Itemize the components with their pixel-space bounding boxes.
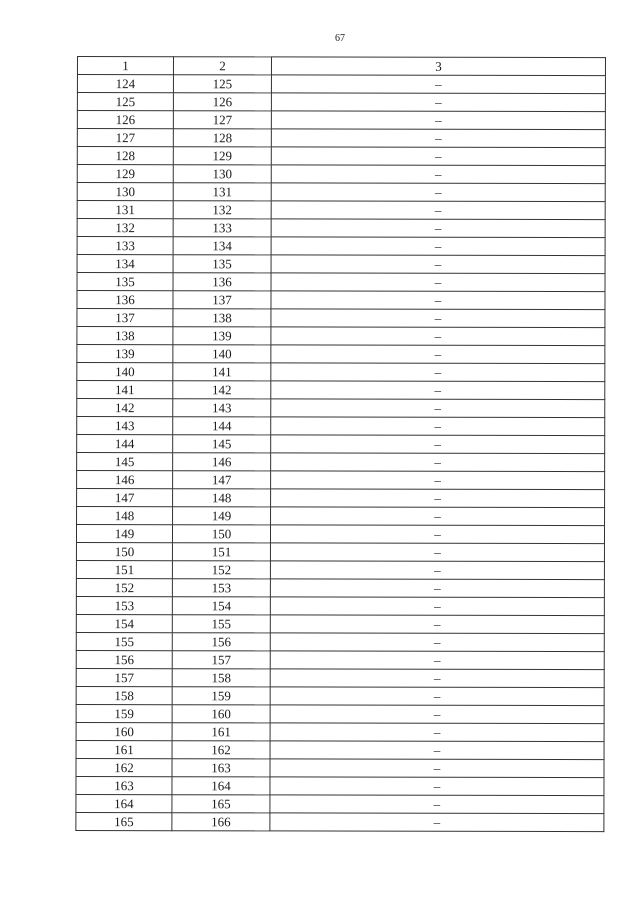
table-cell-col-3: –: [270, 741, 604, 760]
table-cell-col-1: 127: [77, 129, 173, 147]
table-cell-col-1: 134: [77, 255, 173, 273]
table-cell-col-1: 147: [77, 489, 173, 507]
table-cell-col-1: 130: [77, 183, 173, 201]
table-cell-col-1: 143: [77, 417, 173, 435]
table-row: [76, 525, 604, 544]
table-cell-col-2: 139: [173, 327, 271, 345]
table-cell-col-3: –: [271, 111, 605, 130]
table-header-row: [77, 57, 605, 76]
table-cell-col-3: –: [270, 705, 604, 724]
table-cell-col-2: 145: [173, 435, 271, 453]
table-cell-col-1: 138: [77, 327, 173, 345]
table-cell-col-3: –: [270, 633, 604, 652]
table-cell-col-1: 128: [77, 147, 173, 165]
table-body: [76, 75, 606, 832]
table-cell-col-3: –: [271, 201, 605, 220]
table-cell-col-3: –: [271, 291, 605, 310]
table-cell-col-3: –: [271, 273, 605, 292]
table-cell-col-2: 155: [172, 615, 270, 633]
page-number: 67: [335, 33, 345, 44]
table-cell-col-3: –: [271, 417, 605, 436]
table-cell-col-3: –: [271, 219, 605, 238]
table-row: [77, 453, 605, 472]
table-cell-col-2: 163: [172, 759, 270, 777]
table-cell-col-1: 145: [77, 453, 173, 471]
table-cell-col-3: –: [271, 165, 605, 184]
table-cell-col-1: 154: [76, 614, 172, 632]
table-row: [77, 309, 605, 328]
table-cell-col-2: 138: [173, 309, 271, 327]
table-cell-col-1: 159: [76, 704, 172, 722]
table-cell-col-2: 125: [173, 75, 271, 93]
table-cell-col-3: –: [271, 93, 605, 112]
table-row: [76, 543, 604, 562]
table-cell-col-3: –: [270, 759, 604, 778]
table-cell-col-1: 132: [77, 219, 173, 237]
table-cell-col-2: 132: [173, 201, 271, 219]
table-cell-col-2: 151: [172, 543, 270, 561]
table-cell-col-2: 148: [173, 489, 271, 507]
table-cell-col-2: 165: [172, 795, 270, 813]
table-cell-col-3: –: [270, 543, 604, 562]
table-cell-col-3: –: [270, 813, 604, 832]
table-cell-col-2: 146: [173, 453, 271, 471]
table-cell-col-3: –: [270, 651, 604, 670]
table-cell-col-2: 166: [172, 813, 270, 831]
table-cell-col-1: 126: [77, 111, 173, 129]
table-cell-col-1: 129: [77, 165, 173, 183]
table-cell-col-1: 156: [76, 650, 172, 668]
table-row: [76, 668, 604, 687]
table-cell-col-2: 160: [172, 705, 270, 723]
table-cell-col-2: 154: [172, 597, 270, 615]
table-cell-col-3: –: [270, 615, 604, 634]
table-cell-col-1: 163: [76, 776, 172, 794]
table-row: [77, 75, 605, 94]
table-container: [75, 56, 606, 832]
table-cell-col-1: 136: [77, 291, 173, 309]
table-cell-col-2: 136: [173, 273, 271, 291]
table-row: [76, 794, 604, 813]
table-cell-col-2: 162: [172, 741, 270, 759]
table-cell-col-2: 161: [172, 723, 270, 741]
table-cell-col-2: 147: [173, 471, 271, 489]
table-row: [76, 596, 604, 615]
table-cell-col-2: 135: [173, 255, 271, 273]
table-cell-col-2: 143: [173, 399, 271, 417]
table-cell-col-3: –: [270, 669, 604, 688]
table-row: [77, 147, 605, 166]
table-cell-col-3: –: [271, 237, 605, 256]
table-row: [76, 758, 604, 777]
table-cell-col-2: 126: [173, 93, 271, 111]
table-cell-col-1: 164: [76, 794, 172, 812]
table-cell-col-1: 135: [77, 273, 173, 291]
table-row: [76, 812, 604, 831]
table-cell-col-3: –: [270, 525, 604, 544]
table-cell-col-1: 162: [76, 758, 172, 776]
column-header-1: 1: [77, 57, 173, 75]
table-cell-col-1: 124: [77, 75, 173, 93]
table-cell-col-3: –: [270, 597, 604, 616]
table-cell-col-3: –: [270, 777, 604, 796]
table-cell-col-2: 150: [172, 525, 270, 543]
table-cell-col-3: –: [270, 687, 604, 706]
table-cell-col-3: –: [270, 795, 604, 814]
table-cell-col-1: 158: [76, 686, 172, 704]
table-cell-col-2: 127: [173, 111, 271, 129]
table-row: [77, 489, 605, 508]
table-cell-col-3: –: [271, 399, 605, 418]
column-header-2: 2: [173, 57, 271, 75]
table-cell-col-3: –: [271, 489, 605, 508]
table-cell-col-2: 131: [173, 183, 271, 201]
table-row: [76, 650, 604, 669]
table-cell-col-1: 141: [77, 381, 173, 399]
table-cell-col-3: –: [271, 255, 605, 274]
table-row: [77, 291, 605, 310]
table-cell-col-1: 149: [76, 525, 172, 543]
table-cell-col-2: 140: [173, 345, 271, 363]
table-cell-col-1: 155: [76, 632, 172, 650]
table-cell-col-3: –: [271, 183, 605, 202]
table-cell-col-1: 146: [77, 471, 173, 489]
table-row: [77, 111, 605, 130]
table-row: [76, 704, 604, 723]
table-cell-col-2: 141: [173, 363, 271, 381]
table-cell-col-3: –: [271, 507, 605, 526]
table-row: [76, 776, 604, 795]
table-row: [77, 255, 605, 274]
table-cell-col-3: –: [271, 345, 605, 364]
table-row: [76, 740, 604, 759]
table-cell-col-2: 152: [172, 561, 270, 579]
table-row: [77, 435, 605, 454]
table-row: [77, 471, 605, 490]
table-row: [77, 273, 605, 292]
table-cell-col-3: –: [270, 723, 604, 742]
table-cell-col-1: 125: [77, 93, 173, 111]
table-cell-col-2: 149: [173, 507, 271, 525]
table-cell-col-3: –: [271, 453, 605, 472]
table-row: [76, 632, 604, 651]
table-cell-col-2: 142: [173, 381, 271, 399]
table-cell-col-1: 157: [76, 668, 172, 686]
table-cell-col-2: 128: [173, 129, 271, 147]
table-cell-col-3: –: [270, 579, 604, 598]
table-cell-col-2: 144: [173, 417, 271, 435]
table-row: [77, 399, 605, 418]
table-row: [76, 686, 604, 705]
table-row: [77, 417, 605, 436]
table-row: [77, 93, 605, 112]
table-cell-col-1: 161: [76, 740, 172, 758]
table-cell-col-1: 150: [76, 543, 172, 561]
table-row: [77, 327, 605, 346]
table-cell-col-2: 130: [173, 165, 271, 183]
table-cell-col-1: 160: [76, 722, 172, 740]
table-cell-col-1: 148: [77, 507, 173, 525]
table-cell-col-2: 133: [173, 219, 271, 237]
table-cell-col-2: 129: [173, 147, 271, 165]
table-cell-col-2: 158: [172, 669, 270, 687]
table-cell-col-1: 144: [77, 435, 173, 453]
table-row: [76, 560, 604, 579]
table-row: [77, 363, 605, 382]
data-table: [75, 56, 606, 832]
table-cell-col-3: –: [271, 363, 605, 382]
table-cell-col-2: 159: [172, 687, 270, 705]
table-cell-col-3: –: [271, 381, 605, 400]
table-cell-col-1: 139: [77, 345, 173, 363]
table-row: [76, 722, 604, 741]
table-cell-col-1: 165: [76, 812, 172, 830]
table-cell-col-2: 156: [172, 633, 270, 651]
table-cell-col-2: 137: [173, 291, 271, 309]
table-cell-col-1: 131: [77, 201, 173, 219]
table-row: [77, 381, 605, 400]
column-header-3: 3: [271, 57, 605, 76]
table-cell-col-3: –: [271, 435, 605, 454]
table-cell-col-2: 134: [173, 237, 271, 255]
table-cell-col-1: 153: [76, 596, 172, 614]
table-cell-col-2: 153: [172, 579, 270, 597]
table-cell-col-1: 137: [77, 309, 173, 327]
table-cell-col-2: 157: [172, 651, 270, 669]
table-cell-col-1: 151: [76, 560, 172, 578]
table-row: [77, 129, 605, 148]
table-row: [77, 201, 605, 220]
table-cell-col-3: –: [271, 471, 605, 490]
table-row: [76, 614, 604, 633]
table-cell-col-2: 164: [172, 777, 270, 795]
table-row: [77, 183, 605, 202]
table-cell-col-3: –: [271, 309, 605, 328]
table-row: [76, 578, 604, 597]
table-cell-col-1: 133: [77, 237, 173, 255]
table-row: [77, 219, 605, 238]
table-cell-col-3: –: [271, 147, 605, 166]
table-row: [77, 237, 605, 256]
table-cell-col-1: 152: [76, 578, 172, 596]
table-row: [77, 345, 605, 364]
table-cell-col-3: –: [271, 129, 605, 148]
table-row: [77, 165, 605, 184]
table-cell-col-3: –: [271, 327, 605, 346]
table-cell-col-1: 142: [77, 399, 173, 417]
table-cell-col-3: –: [270, 561, 604, 580]
table-cell-col-1: 140: [77, 363, 173, 381]
table-cell-col-3: –: [271, 75, 605, 94]
table-row: [77, 507, 605, 526]
